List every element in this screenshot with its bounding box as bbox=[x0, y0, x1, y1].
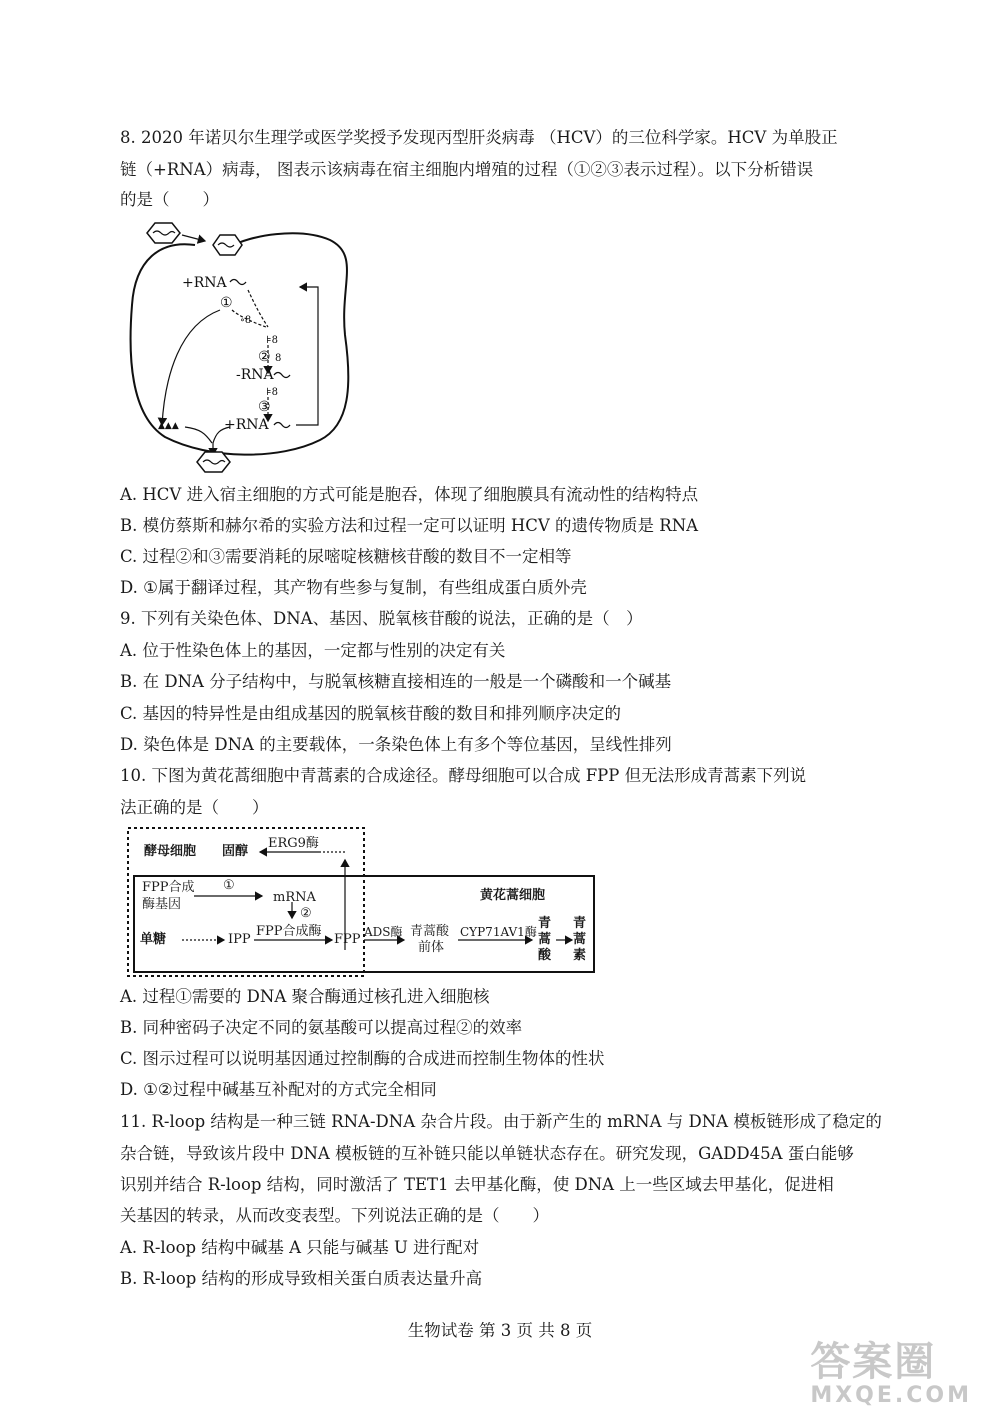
artemisinic-acid-label-2: 蒿 bbox=[538, 932, 552, 947]
artemisinin-label-1: 青 bbox=[573, 916, 587, 931]
fpp-enzyme-label: FPP合成酶 bbox=[256, 924, 322, 939]
step-1-label: ① bbox=[223, 878, 235, 893]
virus-entering-icon bbox=[213, 235, 242, 255]
q8-stem-line-3: 的是（ ） bbox=[120, 190, 219, 209]
page-footer: 生物试卷 第 3 页 共 8 页 bbox=[407, 1321, 593, 1340]
q10-option-d: D. ①②过程中碱基互补配对的方式完全相同 bbox=[120, 1080, 437, 1099]
yeast-cell-label: 酵母细胞 bbox=[144, 844, 197, 859]
q9-option-a: A. 位于性染色体上的基因，一定都与性别的决定有关 bbox=[120, 641, 506, 660]
virus-particle-icon bbox=[147, 223, 180, 243]
artemisinin-label-3: 素 bbox=[573, 948, 587, 963]
q10-option-a: A. 过程①需要的 DNA 聚合酶通过核孔进入细胞核 bbox=[120, 987, 490, 1006]
q8-option-b: B. 模仿蔡斯和赫尔希的实验方法和过程一定可以证明 HCV 的遗传物质是 RNA bbox=[120, 516, 699, 535]
q10-stem-line-1: 10. 下图为黄花蒿细胞中青蒿素的合成途径。酵母细胞可以合成 FPP 但无法形成青蒿素下列说 bbox=[120, 766, 807, 785]
ipp-label: IPP bbox=[228, 932, 251, 947]
mrna-label: mRNA bbox=[273, 890, 316, 905]
q11-option-a: A. R-loop 结构中碱基 A 只能与碱基 U 进行配对 bbox=[120, 1238, 480, 1257]
q9-stem: 9. 下列有关染色体、DNA、基因、脱氧核苷酸的说法，正确的是（ ） bbox=[120, 609, 643, 628]
artemisinin-label-2: 蒿 bbox=[573, 932, 587, 947]
plus-rna-top-label: +RNA bbox=[182, 275, 227, 291]
plus-rna-bottom-label: +RNA bbox=[224, 417, 269, 433]
svg-text:8: 8 bbox=[275, 353, 282, 364]
q8-option-a: A. HCV 进入宿主细胞的方式可能是胞吞，体现了细胞膜具有流动性的结构特点 bbox=[120, 485, 699, 504]
monosaccharide-label: 单糖 bbox=[140, 932, 167, 947]
q11-stem-line-1: 11. R-loop 结构是一种三链 RNA-DNA 杂合片段。由于新产生的 mRNA 与 DNA 模板链形成了稳定的 bbox=[120, 1112, 882, 1131]
step-3-label: ③ bbox=[258, 399, 271, 415]
svg-text:⊧8: ⊧8 bbox=[266, 335, 279, 346]
minus-rna-label: -RNA bbox=[236, 367, 274, 383]
q11-stem-line-3: 识别并结合 R-loop 结构，同时激活了 TET1 去甲基化酶，使 DNA 上一些区域去甲基化，促进相 bbox=[120, 1175, 834, 1194]
cyp-enzyme-label: CYP71AV1酶 bbox=[460, 925, 537, 939]
step-1-label: ① bbox=[220, 295, 233, 311]
q9-option-d: D. 染色体是 DNA 的主要载体，一条染色体上有多个等位基因，呈线性排列 bbox=[120, 735, 672, 754]
new-virus-icon bbox=[197, 452, 230, 472]
q10-option-b: B. 同种密码子决定不同的氨基酸可以提高过程②的效率 bbox=[120, 1018, 523, 1037]
watermark-logo bbox=[810, 1330, 972, 1408]
q11-stem-line-2: 杂合链，导致该片段中 DNA 模板链的互补链只能以单链状态存在。研究发现，GADD45A 蛋白能够 bbox=[120, 1144, 854, 1163]
precursor-label-2: 前体 bbox=[418, 940, 445, 955]
svg-text:▲▲▲: ▲▲▲ bbox=[158, 421, 179, 431]
svg-text:∘8: ∘8 bbox=[240, 315, 252, 326]
artemisinic-acid-label-1: 青 bbox=[538, 916, 552, 931]
q8-option-c: C. 过程②和③需要消耗的尿嘧啶核糖核苷酸的数目不一定相等 bbox=[120, 547, 572, 566]
q11-option-b: B. R-loop 结构的形成导致相关蛋白质表达量升高 bbox=[120, 1269, 483, 1288]
artemisia-cell-label: 黄花蒿细胞 bbox=[480, 888, 546, 903]
q8-stem-line-1: 8. 2020 年诺贝尔生理学或医学奖授予发现丙型肝炎病毒 （HCV）的三位科学家。HCV 为单股正 bbox=[120, 128, 838, 147]
q10-option-c: C. 图示过程可以说明基因通过控制酶的合成进而控制生物体的性状 bbox=[120, 1049, 605, 1068]
fpp-gene-label-2: 酶基因 bbox=[142, 897, 182, 912]
watermark-line-1: 答案圈 bbox=[810, 1339, 937, 1385]
erg9-enzyme-label: ERG9酶 bbox=[268, 836, 319, 851]
hcv-replication-diagram bbox=[120, 215, 360, 480]
precursor-label-1: 青蒿酸 bbox=[410, 924, 450, 939]
artemisinic-acid-label-3: 酸 bbox=[538, 948, 552, 963]
q8-stem-line-2: 链（+RNA）病毒， 图表示该病毒在宿主细胞内增殖的过程（①②③表示过程）。以下分析错误 bbox=[120, 160, 814, 179]
step-2-label: ② bbox=[300, 906, 312, 921]
svg-text:⊧8: ⊧8 bbox=[266, 387, 279, 398]
q9-option-b: B. 在 DNA 分子结构中，与脱氧核糖直接相连的一般是一个磷酸和一个碱基 bbox=[120, 672, 672, 691]
ads-enzyme-label: ADS酶 bbox=[364, 925, 403, 939]
step-2-label: ② bbox=[258, 349, 271, 365]
fpp-label: FPP bbox=[334, 932, 361, 947]
sterol-label: 固醇 bbox=[222, 844, 249, 859]
q8-option-d: D. ①属于翻译过程，其产物有些参与复制，有些组成蛋白质外壳 bbox=[120, 578, 587, 597]
watermark-line-2: MXQE.COM bbox=[810, 1383, 972, 1408]
q10-stem-line-2: 法正确的是（ ） bbox=[120, 798, 269, 817]
q9-option-c: C. 基因的特异性是由组成基因的脱氧核苷酸的数目和排列顺序决定的 bbox=[120, 704, 622, 723]
fpp-gene-label-1: FPP合成 bbox=[142, 880, 195, 895]
q11-stem-line-4: 关基因的转录，从而改变表型。下列说法正确的是（ ） bbox=[120, 1206, 549, 1225]
